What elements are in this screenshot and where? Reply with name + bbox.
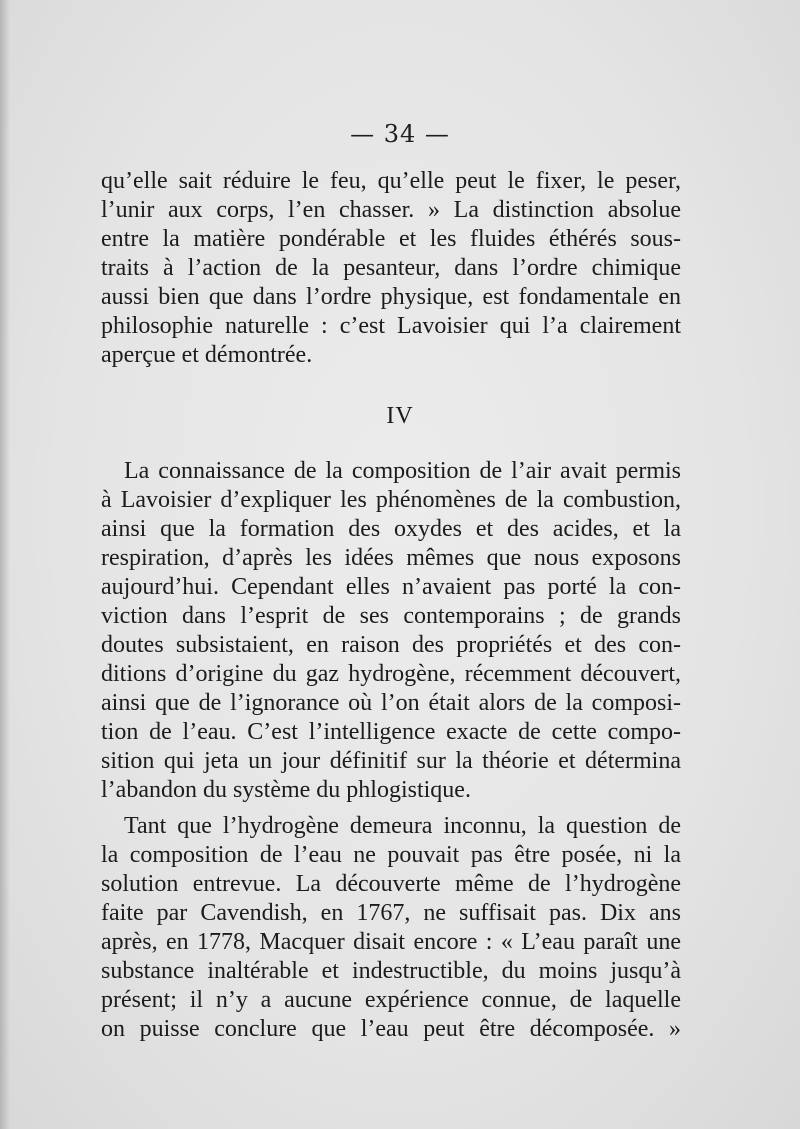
text-line: tion de l’eau. C’est l’intelligence exacte de cette compo- bbox=[101, 719, 681, 745]
text-line: aussi bien que dans l’ordre physique, est fondamentale en bbox=[101, 284, 681, 310]
text-line: sition qui jeta un jour définitif sur la théorie et détermina bbox=[101, 748, 681, 774]
text-line: ditions d’origine du gaz hydrogène, récemment découvert, bbox=[101, 661, 681, 687]
text-line: entre la matière pondérable et les fluides éthérés sous- bbox=[101, 226, 681, 252]
page-edge-shadow bbox=[0, 0, 10, 1129]
text-line: qu’elle sait réduire le feu, qu’elle peut le fixer, le peser, bbox=[101, 168, 681, 194]
text-line: l’unir aux corps, l’en chasser. » La distinction absolue bbox=[101, 197, 681, 223]
text-line: solution entrevue. La découverte même de l’hydrogène bbox=[101, 871, 681, 897]
text-line: philosophie naturelle : c’est Lavoisier qui l’a clairement bbox=[101, 313, 681, 339]
text-line: ainsi que de l’ignorance où l’on était alors de la composi- bbox=[101, 690, 681, 716]
text-line: doutes subsistaient, en raison des propriétés et des con- bbox=[101, 632, 681, 658]
text-line: on puisse conclure que l’eau peut être décomposée. » bbox=[101, 1016, 681, 1042]
text-line: Tant que l’hydrogène demeura inconnu, la question de bbox=[124, 813, 681, 839]
page-number: — 34 — bbox=[350, 120, 450, 148]
text-line: respiration, d’après les idées mêmes que nous exposons bbox=[101, 545, 681, 571]
text-line: La connaissance de la composition de l’air avait permis bbox=[124, 458, 681, 484]
text-line: faite par Cavendish, en 1767, ne suffisait pas. Dix ans bbox=[101, 900, 681, 926]
text-line: substance inaltérable et indestructible, du moins jusqu’à bbox=[101, 958, 681, 984]
text-line: l’abandon du système du phlogistique. bbox=[101, 777, 471, 803]
section-heading: IV bbox=[386, 403, 414, 429]
text-line: présent; il n’y a aucune expérience connue, de laquelle bbox=[101, 987, 681, 1013]
text-line: à Lavoisier d’expliquer les phénomènes de la combustion, bbox=[101, 487, 681, 513]
text-line: aperçue et démontrée. bbox=[101, 342, 313, 368]
text-line: la composition de l’eau ne pouvait pas être posée, ni la bbox=[101, 842, 681, 868]
text-line: traits à l’action de la pesanteur, dans l’ordre chimique bbox=[101, 255, 681, 281]
text-line: viction dans l’esprit de ses contemporains ; de grands bbox=[101, 603, 681, 629]
text-line: après, en 1778, Macquer disait encore : « L’eau paraît une bbox=[101, 929, 681, 955]
text-line: ainsi que la formation des oxydes et des acides, et la bbox=[101, 516, 681, 542]
text-line: aujourd’hui. Cependant elles n’avaient pas porté la con- bbox=[101, 574, 681, 600]
